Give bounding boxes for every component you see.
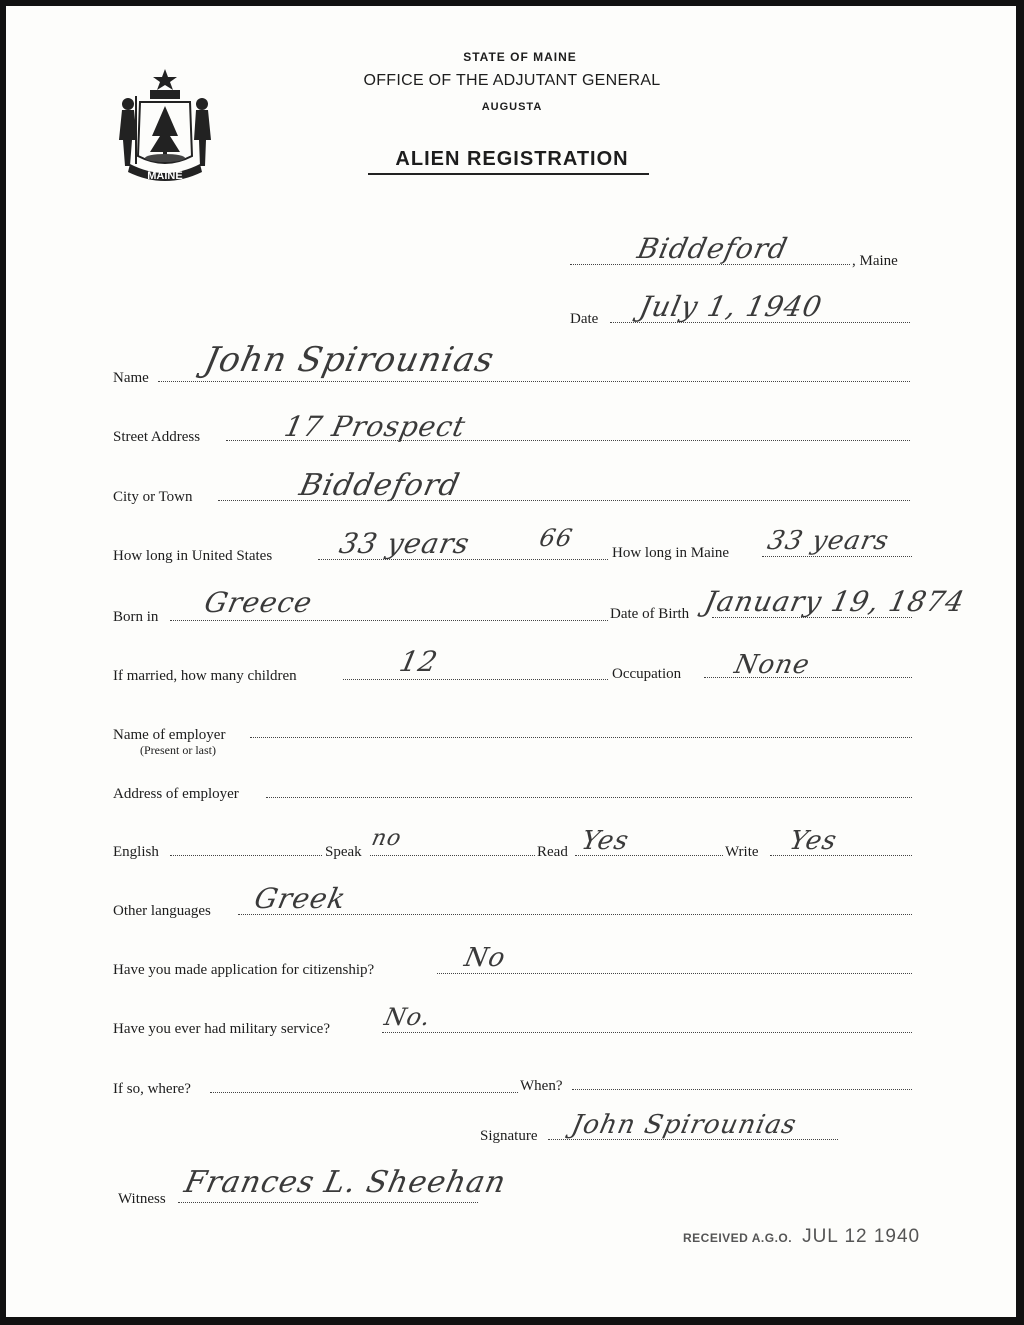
how-long-us-handwritten: 33 years <box>336 527 473 560</box>
signature-handwritten: John Spirounias <box>568 1110 800 1140</box>
military-handwritten: No. <box>382 1003 434 1031</box>
date-handwritten: July 1, 1940 <box>636 290 826 323</box>
how-long-us-note: 66 <box>537 524 576 552</box>
employer-label: Name of employer <box>113 727 226 743</box>
scan-border-left <box>0 0 6 1325</box>
name-handwritten: John Spirounias <box>200 340 499 380</box>
born-in-label: Born in <box>113 609 159 625</box>
children-label: If married, how many children <box>113 668 297 684</box>
witness-label: Witness <box>118 1191 166 1207</box>
occupation-handwritten: None <box>731 650 813 680</box>
when-dotted-line <box>572 1089 912 1090</box>
date-label: Date <box>570 311 599 327</box>
speak-dotted-line <box>370 855 535 856</box>
scan-border-right <box>1016 0 1024 1325</box>
office-heading: OFFICE OF THE ADJUTANT GENERAL <box>363 72 661 89</box>
street-label: Street Address <box>113 429 201 445</box>
received-stamp-date: JUL 12 1940 <box>802 1226 921 1247</box>
write-label: Write <box>725 844 759 860</box>
how-long-maine-label: How long in Maine <box>612 545 730 561</box>
dob-handwritten: January 19, 1874 <box>701 585 968 618</box>
scan-border-top <box>0 0 1024 6</box>
citizenship-label: Have you made application for citizenship? <box>113 962 375 978</box>
born-in-handwritten: Greece <box>201 586 316 619</box>
english-dotted-line <box>170 855 322 856</box>
where-dotted-line <box>210 1092 518 1093</box>
place-handwritten: Biddeford <box>634 232 791 265</box>
how-long-maine-dotted-line <box>762 556 912 557</box>
city-handwritten: Biddeford <box>296 468 464 503</box>
other-languages-handwritten: Greek <box>251 882 350 915</box>
place-suffix-label: , Maine <box>852 253 898 269</box>
speak-handwritten: no <box>369 826 405 851</box>
signature-label: Signature <box>480 1128 538 1144</box>
name-label: Name <box>113 370 149 386</box>
where-label: If so, where? <box>113 1081 191 1097</box>
form-title: ALIEN REGISTRATION <box>395 148 629 170</box>
name-dotted-line <box>158 381 910 382</box>
citizenship-dotted-line <box>437 973 912 974</box>
military-label: Have you ever had military service? <box>113 1021 330 1037</box>
born-in-dotted-line <box>170 620 608 621</box>
how-long-maine-handwritten: 33 years <box>764 526 892 556</box>
received-stamp <box>683 1226 920 1248</box>
state-heading: STATE OF MAINE <box>463 50 577 64</box>
street-handwritten: 17 Prospect <box>281 410 469 443</box>
speak-label: Speak <box>325 844 362 860</box>
citizenship-handwritten: No <box>461 943 509 973</box>
when-label: When? <box>520 1078 563 1094</box>
employer-address-label: Address of employer <box>113 786 239 802</box>
children-dotted-line <box>343 679 608 680</box>
english-label: English <box>113 844 159 860</box>
children-handwritten: 12 <box>396 645 442 678</box>
witness-dotted-line <box>178 1202 478 1203</box>
how-long-us-label: How long in United States <box>113 548 273 564</box>
employer-sublabel: (Present or last) <box>140 743 216 757</box>
witness-handwritten: Frances L. Sheehan <box>181 1165 510 1200</box>
employer-dotted-line <box>250 737 912 738</box>
read-handwritten: Yes <box>578 826 632 856</box>
dob-label: Date of Birth <box>610 606 690 622</box>
occupation-label: Occupation <box>612 666 682 682</box>
read-label: Read <box>537 844 568 860</box>
other-languages-label: Other languages <box>113 903 211 919</box>
seal-banner-text: MAINE <box>147 170 183 182</box>
title-underline <box>368 173 649 175</box>
city-heading: AUGUSTA <box>481 101 543 113</box>
employer-address-dotted-line <box>266 797 912 798</box>
city-label: City or Town <box>113 489 193 505</box>
military-dotted-line <box>382 1032 912 1033</box>
received-stamp-label: RECEIVED A.G.O. <box>683 1231 793 1245</box>
write-handwritten: Yes <box>786 826 840 856</box>
scan-border-bottom <box>0 1317 1024 1325</box>
